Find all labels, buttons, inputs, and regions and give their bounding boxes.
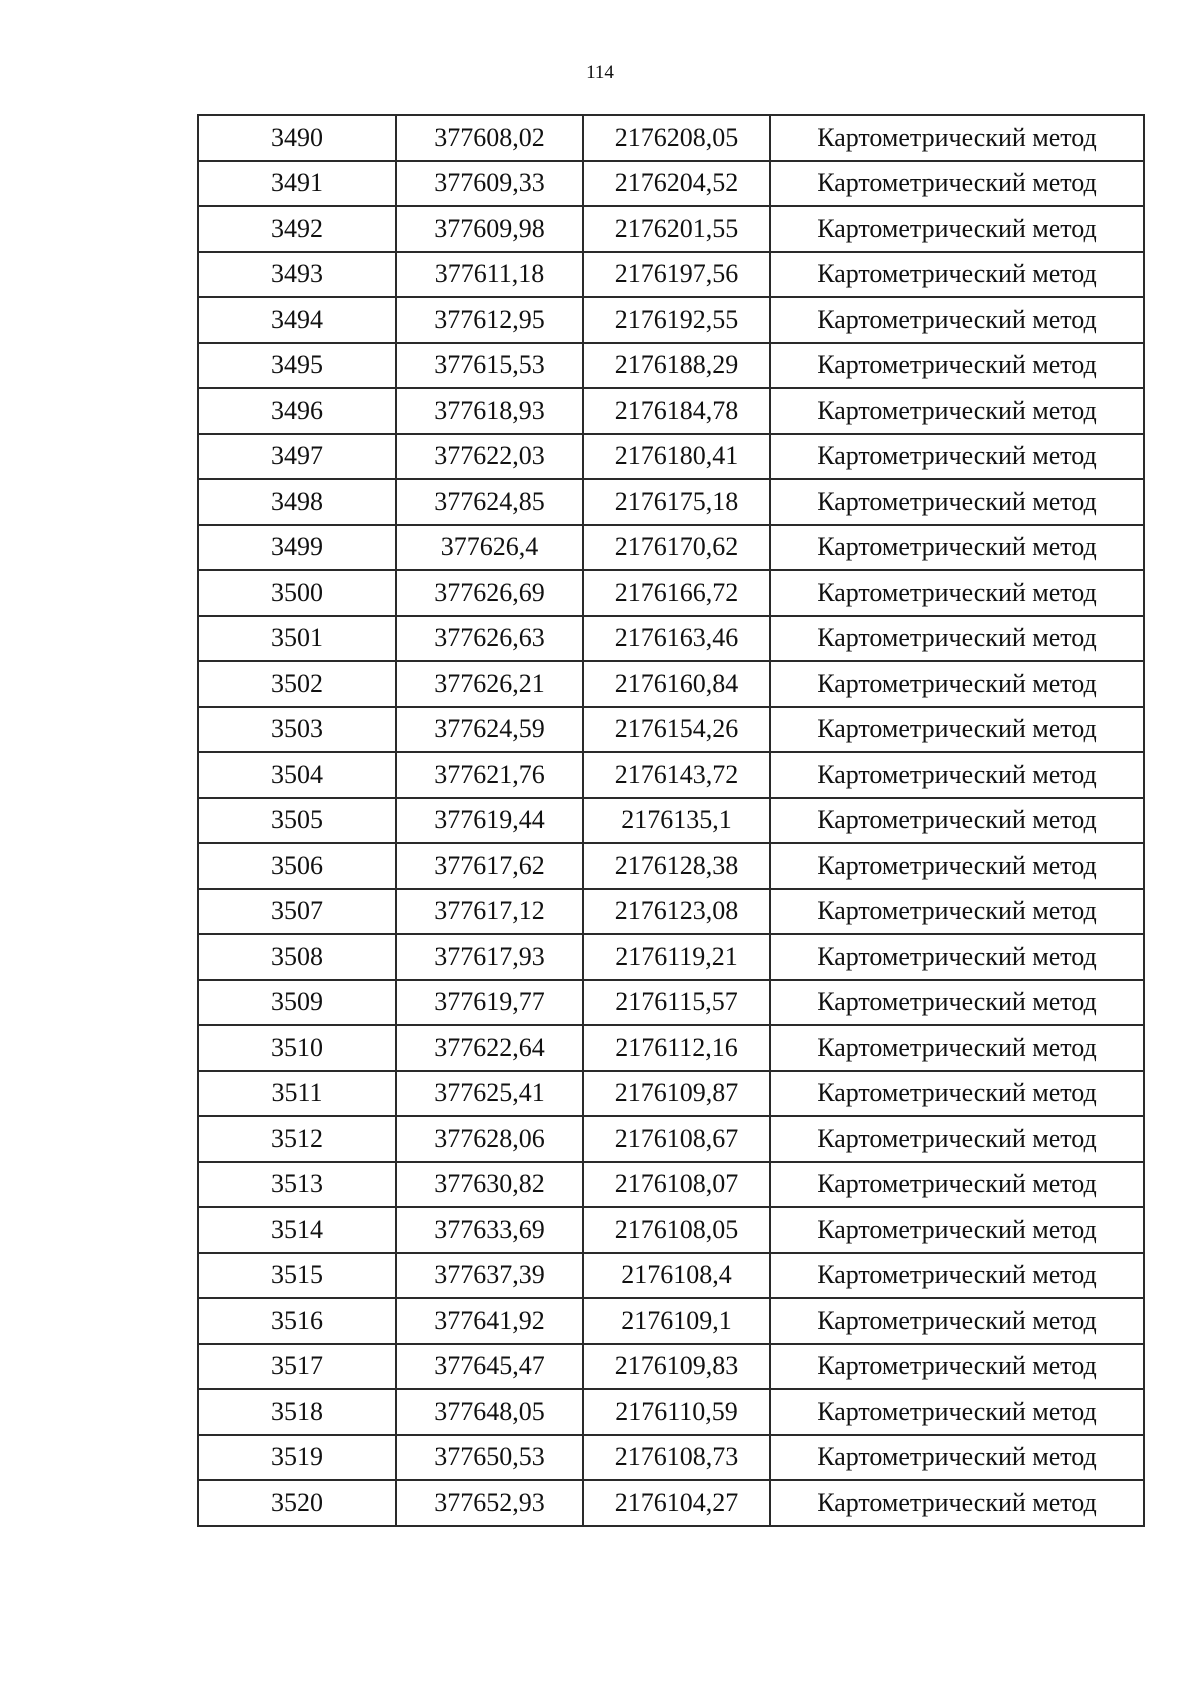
y-coordinate-cell: 2176109,1 xyxy=(583,1298,770,1344)
x-coordinate-cell: 377617,93 xyxy=(396,934,583,980)
point-number-cell: 3505 xyxy=(198,798,396,844)
x-coordinate-cell: 377609,98 xyxy=(396,206,583,252)
table-row xyxy=(198,297,1144,343)
table-row xyxy=(198,1344,1144,1390)
point-number-cell: 3517 xyxy=(198,1344,396,1390)
y-coordinate-cell: 2176104,27 xyxy=(583,1480,770,1526)
table-row xyxy=(198,525,1144,571)
y-coordinate-cell: 2176112,16 xyxy=(583,1025,770,1071)
table-row xyxy=(198,206,1144,252)
y-coordinate-cell: 2176160,84 xyxy=(583,661,770,707)
method-cell: Картометрический метод xyxy=(770,161,1144,207)
method-cell: Картометрический метод xyxy=(770,798,1144,844)
point-number-cell: 3511 xyxy=(198,1071,396,1117)
x-coordinate-cell: 377626,4 xyxy=(396,525,583,571)
x-coordinate-cell: 377633,69 xyxy=(396,1207,583,1253)
y-coordinate-cell: 2176115,57 xyxy=(583,980,770,1026)
point-number-cell: 3515 xyxy=(198,1253,396,1299)
method-cell: Картометрический метод xyxy=(770,1253,1144,1299)
x-coordinate-cell: 377626,69 xyxy=(396,570,583,616)
point-number-cell: 3508 xyxy=(198,934,396,980)
y-coordinate-cell: 2176108,4 xyxy=(583,1253,770,1299)
y-coordinate-cell: 2176197,56 xyxy=(583,252,770,298)
x-coordinate-cell: 377612,95 xyxy=(396,297,583,343)
method-cell: Картометрический метод xyxy=(770,1435,1144,1481)
point-number-cell: 3496 xyxy=(198,388,396,434)
y-coordinate-cell: 2176170,62 xyxy=(583,525,770,571)
table-row xyxy=(198,752,1144,798)
x-coordinate-cell: 377622,64 xyxy=(396,1025,583,1071)
method-cell: Картометрический метод xyxy=(770,115,1144,161)
method-cell: Картометрический метод xyxy=(770,1025,1144,1071)
y-coordinate-cell: 2176201,55 xyxy=(583,206,770,252)
x-coordinate-cell: 377630,82 xyxy=(396,1162,583,1208)
table-row xyxy=(198,1162,1144,1208)
point-number-cell: 3500 xyxy=(198,570,396,616)
y-coordinate-cell: 2176208,05 xyxy=(583,115,770,161)
y-coordinate-cell: 2176184,78 xyxy=(583,388,770,434)
point-number-cell: 3495 xyxy=(198,343,396,389)
table-row xyxy=(198,570,1144,616)
method-cell: Картометрический метод xyxy=(770,388,1144,434)
y-coordinate-cell: 2176109,83 xyxy=(583,1344,770,1390)
method-cell: Картометрический метод xyxy=(770,1480,1144,1526)
table-row xyxy=(198,1389,1144,1435)
y-coordinate-cell: 2176108,67 xyxy=(583,1116,770,1162)
y-coordinate-cell: 2176143,72 xyxy=(583,752,770,798)
x-coordinate-cell: 377619,77 xyxy=(396,980,583,1026)
y-coordinate-cell: 2176109,87 xyxy=(583,1071,770,1117)
point-number-cell: 3509 xyxy=(198,980,396,1026)
table-row xyxy=(198,343,1144,389)
method-cell: Картометрический метод xyxy=(770,570,1144,616)
x-coordinate-cell: 377619,44 xyxy=(396,798,583,844)
x-coordinate-cell: 377611,18 xyxy=(396,252,583,298)
table-row xyxy=(198,161,1144,207)
point-number-cell: 3503 xyxy=(198,707,396,753)
point-number-cell: 3504 xyxy=(198,752,396,798)
table-row xyxy=(198,843,1144,889)
point-number-cell: 3499 xyxy=(198,525,396,571)
method-cell: Картометрический метод xyxy=(770,206,1144,252)
table-row xyxy=(198,1480,1144,1526)
method-cell: Картометрический метод xyxy=(770,252,1144,298)
method-cell: Картометрический метод xyxy=(770,934,1144,980)
point-number-cell: 3506 xyxy=(198,843,396,889)
method-cell: Картометрический метод xyxy=(770,843,1144,889)
table-row xyxy=(198,889,1144,935)
y-coordinate-cell: 2176128,38 xyxy=(583,843,770,889)
x-coordinate-cell: 377645,47 xyxy=(396,1344,583,1390)
method-cell: Картометрический метод xyxy=(770,479,1144,525)
y-coordinate-cell: 2176110,59 xyxy=(583,1389,770,1435)
page-number: 114 xyxy=(586,62,614,83)
x-coordinate-cell: 377641,92 xyxy=(396,1298,583,1344)
y-coordinate-cell: 2176180,41 xyxy=(583,434,770,480)
y-coordinate-cell: 2176163,46 xyxy=(583,616,770,662)
y-coordinate-cell: 2176108,07 xyxy=(583,1162,770,1208)
method-cell: Картометрический метод xyxy=(770,1389,1144,1435)
method-cell: Картометрический метод xyxy=(770,1116,1144,1162)
method-cell: Картометрический метод xyxy=(770,343,1144,389)
table-row xyxy=(198,1207,1144,1253)
x-coordinate-cell: 377624,85 xyxy=(396,479,583,525)
method-cell: Картометрический метод xyxy=(770,434,1144,480)
table-row xyxy=(198,661,1144,707)
table-row xyxy=(198,707,1144,753)
x-coordinate-cell: 377648,05 xyxy=(396,1389,583,1435)
point-number-cell: 3494 xyxy=(198,297,396,343)
x-coordinate-cell: 377617,62 xyxy=(396,843,583,889)
method-cell: Картометрический метод xyxy=(770,525,1144,571)
table-row xyxy=(198,1435,1144,1481)
method-cell: Картометрический метод xyxy=(770,707,1144,753)
point-number-cell: 3492 xyxy=(198,206,396,252)
table-row xyxy=(198,934,1144,980)
y-coordinate-cell: 2176135,1 xyxy=(583,798,770,844)
point-number-cell: 3498 xyxy=(198,479,396,525)
x-coordinate-cell: 377628,06 xyxy=(396,1116,583,1162)
table-row xyxy=(198,1025,1144,1071)
y-coordinate-cell: 2176154,26 xyxy=(583,707,770,753)
x-coordinate-cell: 377615,53 xyxy=(396,343,583,389)
x-coordinate-cell: 377608,02 xyxy=(396,115,583,161)
point-number-cell: 3514 xyxy=(198,1207,396,1253)
point-number-cell: 3507 xyxy=(198,889,396,935)
table-row xyxy=(198,434,1144,480)
table-row xyxy=(198,616,1144,662)
method-cell: Картометрический метод xyxy=(770,616,1144,662)
point-number-cell: 3516 xyxy=(198,1298,396,1344)
y-coordinate-cell: 2176166,72 xyxy=(583,570,770,616)
x-coordinate-cell: 377625,41 xyxy=(396,1071,583,1117)
method-cell: Картометрический метод xyxy=(770,752,1144,798)
table-row xyxy=(198,1253,1144,1299)
y-coordinate-cell: 2176108,73 xyxy=(583,1435,770,1481)
method-cell: Картометрический метод xyxy=(770,661,1144,707)
x-coordinate-cell: 377626,63 xyxy=(396,616,583,662)
table-row xyxy=(198,1071,1144,1117)
table-row xyxy=(198,252,1144,298)
y-coordinate-cell: 2176204,52 xyxy=(583,161,770,207)
y-coordinate-cell: 2176188,29 xyxy=(583,343,770,389)
coordinates-table xyxy=(197,114,1145,1527)
x-coordinate-cell: 377617,12 xyxy=(396,889,583,935)
table-row xyxy=(198,980,1144,1026)
point-number-cell: 3512 xyxy=(198,1116,396,1162)
table-row xyxy=(198,1298,1144,1344)
table-row xyxy=(198,115,1144,161)
point-number-cell: 3497 xyxy=(198,434,396,480)
method-cell: Картометрический метод xyxy=(770,1162,1144,1208)
y-coordinate-cell: 2176119,21 xyxy=(583,934,770,980)
x-coordinate-cell: 377652,93 xyxy=(396,1480,583,1526)
point-number-cell: 3502 xyxy=(198,661,396,707)
x-coordinate-cell: 377637,39 xyxy=(396,1253,583,1299)
x-coordinate-cell: 377626,21 xyxy=(396,661,583,707)
x-coordinate-cell: 377609,33 xyxy=(396,161,583,207)
x-coordinate-cell: 377618,93 xyxy=(396,388,583,434)
point-number-cell: 3510 xyxy=(198,1025,396,1071)
method-cell: Картометрический метод xyxy=(770,1071,1144,1117)
point-number-cell: 3513 xyxy=(198,1162,396,1208)
x-coordinate-cell: 377622,03 xyxy=(396,434,583,480)
coordinates-table-body xyxy=(198,115,1144,1526)
y-coordinate-cell: 2176108,05 xyxy=(583,1207,770,1253)
x-coordinate-cell: 377650,53 xyxy=(396,1435,583,1481)
method-cell: Картометрический метод xyxy=(770,1207,1144,1253)
method-cell: Картометрический метод xyxy=(770,1344,1144,1390)
point-number-cell: 3491 xyxy=(198,161,396,207)
point-number-cell: 3490 xyxy=(198,115,396,161)
method-cell: Картометрический метод xyxy=(770,1298,1144,1344)
point-number-cell: 3501 xyxy=(198,616,396,662)
method-cell: Картометрический метод xyxy=(770,297,1144,343)
y-coordinate-cell: 2176192,55 xyxy=(583,297,770,343)
method-cell: Картометрический метод xyxy=(770,980,1144,1026)
table-row xyxy=(198,1116,1144,1162)
point-number-cell: 3493 xyxy=(198,252,396,298)
method-cell: Картометрический метод xyxy=(770,889,1144,935)
x-coordinate-cell: 377621,76 xyxy=(396,752,583,798)
x-coordinate-cell: 377624,59 xyxy=(396,707,583,753)
table-row xyxy=(198,798,1144,844)
y-coordinate-cell: 2176175,18 xyxy=(583,479,770,525)
y-coordinate-cell: 2176123,08 xyxy=(583,889,770,935)
point-number-cell: 3519 xyxy=(198,1435,396,1481)
point-number-cell: 3518 xyxy=(198,1389,396,1435)
point-number-cell: 3520 xyxy=(198,1480,396,1526)
table-row xyxy=(198,388,1144,434)
table-row xyxy=(198,479,1144,525)
